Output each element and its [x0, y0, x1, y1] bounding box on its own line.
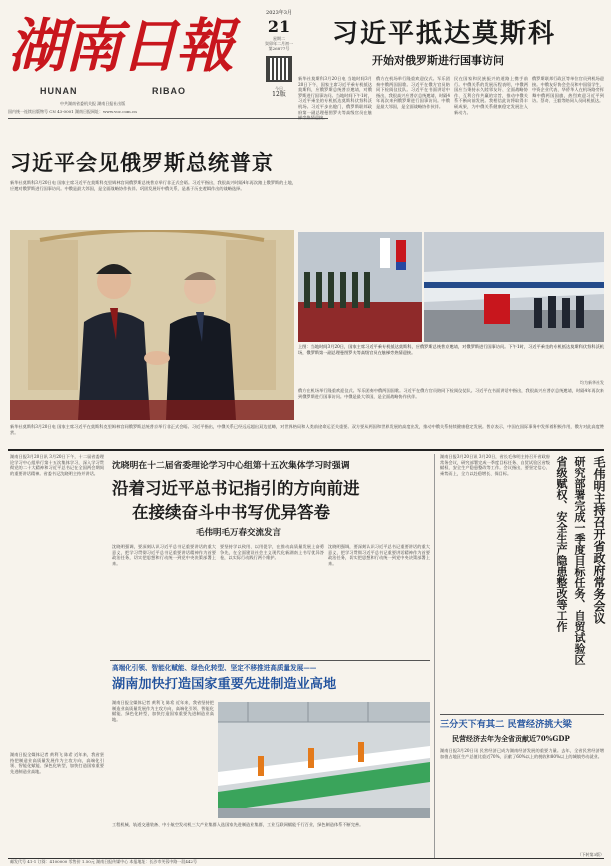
feature-col-2: 要坚持学以致用、以用促学，在推动高质量发展上奋勇争先，在全面建设社会主义现代化新湖南上书写优异答卷，以实际行动践行两个维护。	[220, 544, 324, 561]
masthead-pinyin-right: RIBAO	[152, 86, 186, 96]
sidebar-subhead-2: 省级赋权、安全生产隐患整改等工作	[555, 456, 568, 632]
date-year-month: 2023年3月	[266, 10, 292, 16]
lead-text-col-2: 俄方在机场举行隆重欢迎仪式。军乐团奏中俄两国国歌。习近平在俄方官员陪同下检阅仪仗队。习近平在书面讲话中指出，我很高兴应普京总统邀请，时隔4年再次来到俄罗斯进行国事访问。中俄是最大邻国，是全面战略协作伙伴。	[376, 76, 450, 109]
footer-text: 邮发代号 41-1 订阅：4100000 零售价 1.50元 湖南日报传媒中心 本报地址：长沙市芙蓉中路一段442号	[10, 859, 197, 864]
manufacturing-col-2: 工程机械、轨道交通装备、中小航空发动机三大产业集群入选国家先进制造业集群，工业互联网赋能千行百业，绿色制造体系不断完善。	[112, 822, 364, 827]
feature-col-1: 沈晓明强调，要深刻认识习近平总书记重要讲话的重大意义，把学习贯彻习近平总书记重要讲话精神作为首要政治任务，切实把思想和行动统一到党中央决策部署上来。	[112, 544, 216, 566]
feature-kicker: 沈晓明在十二届省委理论学习中心组第十五次集体学习时强调	[112, 461, 350, 471]
feature-col-3: 沈晓明强调，要深刻认识习近平总书记重要讲话的重大意义，把学习贯彻习近平总书记重要讲话精神作为首要政治任务，切实把思想和行动统一到党中央决策部署上来。	[328, 544, 430, 566]
section-divider-1	[8, 449, 604, 451]
economy-text: 湖南日报3月20日讯 民营经济已成为湖南经济发展的重要力量。去年，全省民营经济增加值占地区生产总值比重近70%，贡献了60%以上的税收和80%以上的城镇劳动就业。	[440, 748, 604, 759]
masthead-title: 湖南日報	[8, 12, 233, 80]
photo-airport	[424, 232, 604, 342]
masthead	[8, 6, 258, 134]
lead-subhead: 开始对俄罗斯进行国事访问	[372, 54, 504, 67]
sidebar-headline: 毛伟明主持召开省政府常务会议	[592, 456, 606, 624]
feature-headline-2: 在接续奋斗中书写优异答卷	[132, 503, 330, 522]
right-continued-text: 俄方在机场举行隆重欢迎仪式。军乐团奏中俄两国国歌。习近平在俄方官员陪同下检阅仪仗队。习近平在书面讲话中指出，我很高兴应普京总统邀请，时隔4年再次来到俄罗斯进行国事访问。中俄是最大邻国，是全面战略协作伙伴。	[298, 388, 604, 399]
masthead-pinyin-left: HUNAN	[40, 86, 78, 96]
economy-jump: （下转第3版）	[577, 852, 604, 857]
left-lower-col: 湖南日报全媒体记者 黄利飞 陈希 近年来，我省坚持把制造业高质量发展作为主攻方向，高端化引领、智能化赋能、绿色化转型，加快打造国家重要先进制造业高地。	[10, 752, 104, 774]
lead-text-col-4: 俄罗斯联邦行政区等单位官员到机场迎接。中俄友好协会会员和中国留学生、中资企业代表、华侨华人在机场路旁挥舞中俄两国国旗，热烈欢迎习近平到访。蔡奇、王毅等陪同人员同机抵达。	[532, 76, 604, 104]
lead-text-col-3: 民在国家和民族振兴的道路上携手前行。中俄关系的发展历程表明，中俄两国应当秉持永久睦邻友好、全面战略协作、互利合作共赢的宗旨，推动中俄关系不断向前发展。我相信此访将取得丰硕成果，为中俄关系健康稳定发展注入新动力。	[454, 76, 528, 115]
economy-subhead: 民营经济去年为全省贡献近70%GDP	[452, 734, 570, 743]
masthead-org-line: 中共湖南省委机关报 湖南日报社出版	[60, 101, 126, 106]
feature-left-col: 湖南日报3月20日讯 3月20日下午，十二届省委理论学习中心组举行第十五次集体学习，深入学习贯彻党的二十大精神和习近平总书记在全国两会期间的重要讲话精神。省委书记沈晓明主持并讲话。	[10, 454, 104, 476]
meet-bottom-text: 新华社莫斯科3月20日电 国家主席习近平在莫斯科克里姆林宫同俄罗斯总统普京举行非正式会晤。习近平指出，中俄关系已经远远超出双边范畴，对世界格局和人类前途命运至关重要。双方要从两国和世界发展的高度出发，推动中俄关系持续健康稳定发展。普京表示，中国在国际事务中发挥着积极作用，俄方对此高度赞赏。	[10, 424, 604, 435]
lead-headline: 习近平抵达莫斯科	[332, 19, 557, 49]
masthead-issn-line: 国内统一连续出版物号 CN 43-0001 湖南日报网址：www.voc.com.cn	[8, 109, 137, 114]
today-label: 今日	[275, 85, 283, 91]
economy-headline: 三分天下有其二 民营经济挑大梁	[440, 719, 572, 730]
feature-byline: 毛伟明毛万春交流发言	[196, 528, 282, 538]
lead-text-col-1: 新华社莫斯科3月20日电 当地时间3月20日下午，国家主席习近平乘专机抵达莫斯科，应俄罗斯总统普京邀请，对俄罗斯进行国事访问。当地时间下午1时，习近平乘坐的专机抵达莫斯科伏努科沃机场。习近平步出舱门，俄罗斯联邦政府第一副总理曼图罗夫等高级官员在舷梯旁热情迎接。	[298, 76, 372, 121]
page-count: 12版	[272, 90, 286, 98]
date-lunar: 癸卯年二月初一	[265, 41, 293, 47]
photo-credit: 均为新华社发	[580, 380, 604, 385]
second-headline: 习近平会见俄罗斯总统普京	[10, 150, 274, 175]
manufacturing-kicker: 高端化引领、智能化赋能、绿色化转型、坚定不移推进高质量发展——	[112, 664, 317, 672]
photo-honor-guard	[298, 232, 422, 342]
meet-lead-text: 新华社莫斯科3月20日电 国家主席习近平在莫斯科克里姆林宫同俄罗斯总统普京举行非正式会晤。习近平指出，我很高兴时隔4年再次踏上俄罗斯的土地，应邀对俄罗斯进行国事访问。中俄是最大邻国，是全面战略协作伙伴。巩固发展好中俄关系，是基于历史逻辑作出的战略选择。	[10, 180, 296, 191]
manufacturing-col-1: 湖南日报全媒体记者 黄利飞 陈希 近年来，我省坚持把制造业高质量发展作为主攻方向，高端化引领、智能化赋能、绿色化转型，加快打造国家重要先进制造业高地。	[112, 700, 214, 722]
date-weekday: 星期二	[273, 36, 285, 41]
date-block	[260, 10, 298, 120]
sidebar-subhead-1: 研究部署完成一季度目标任务、自贸试验区	[573, 456, 586, 665]
feature-headline-1: 沿着习近平总书记指引的方向前进	[112, 479, 360, 498]
economy-divider	[440, 714, 604, 715]
manufacturing-headline: 湖南加快打造国家重要先进制造业高地	[112, 677, 337, 692]
sidebar-vertical-rule	[434, 454, 435, 858]
date-issue-no: 第26877号	[268, 46, 290, 52]
qr-code-icon	[266, 56, 292, 82]
sidebar-text: 湖南日报3月20日讯 3月20日，省长毛伟明主持召开省政府常务会议，研究部署完成一季度目标任务、自贸试验区省级赋权、安全生产隐患整改等工作。会议指出，要坚定信心、乘势而上，全力以赴稳增长、保目标。	[440, 454, 550, 476]
date-day: 21	[267, 17, 291, 36]
photo-caption-right: 上图：当地时间3月20日，国家主席习近平乘专机抵达莫斯科，应俄罗斯总统普京邀请，对俄罗斯进行国事访问。下午1时，习近平乘坐的专机抵达莫斯科伏努科沃机场，俄罗斯第一副总理曼图罗夫等高级官员在舷梯旁热情迎接。	[298, 344, 604, 355]
photo-handshake	[10, 230, 294, 420]
photo-factory	[218, 702, 430, 818]
